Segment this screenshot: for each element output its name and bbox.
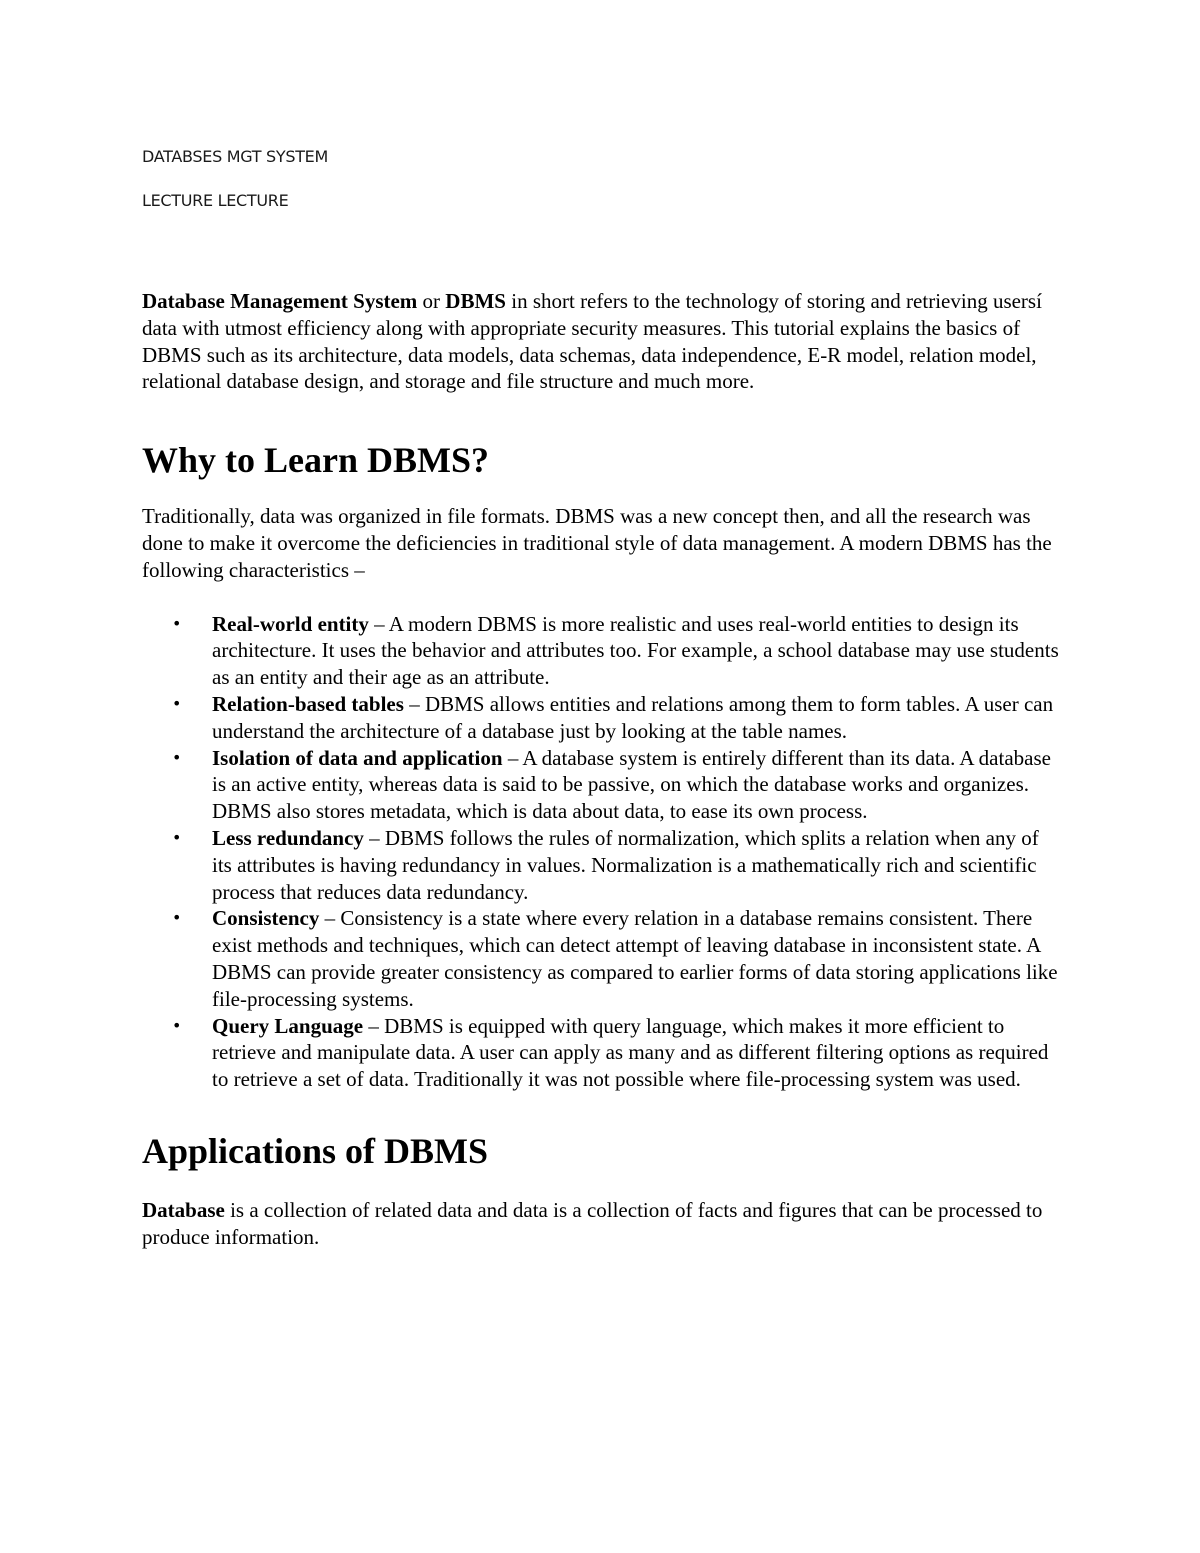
list-item-term: Consistency — [212, 906, 320, 931]
intro-bold-acronym: DBMS — [445, 289, 506, 313]
list-item — [142, 745, 1062, 825]
section-heading-applications: Applications of DBMS — [142, 1130, 489, 1171]
bullet-icon: • — [172, 613, 182, 633]
intro-connector: or — [417, 289, 446, 313]
list-item-term: Less redundancy — [212, 825, 364, 850]
intro-paragraph — [142, 288, 1062, 395]
bullet-icon: • — [172, 747, 182, 767]
document-subtitle: LECTURE LECTURE — [142, 191, 289, 210]
applications-text: is a collection of related data and data is a collection of facts and figures that can be processed to produce information. — [142, 1197, 1043, 1249]
list-item-term: Query Language — [212, 1013, 364, 1038]
bullet-icon: • — [172, 908, 182, 928]
bullet-icon: • — [172, 827, 182, 847]
bullet-icon: • — [172, 693, 182, 713]
why-paragraph: Traditionally, data was organized in file formats. DBMS was a new concept then, and all the research was done to make it overcome the deficiencies in traditional style of data management. A modern DBMS has the following characteristics – — [142, 504, 1052, 582]
list-item-term: Relation-based tables — [212, 691, 404, 716]
list-item-text: – DBMS follows the rules of normalization, which splits a relation when any of its attributes is having redundancy in values. Normalization is a mathematically rich and scientific process that reduces data redundancy. — [212, 825, 1039, 904]
list-item — [142, 611, 1062, 691]
list-item-text: – DBMS allows entities and relations among them to form tables. A user can understand the architecture of a database just by looking at the table names. — [212, 691, 1054, 743]
list-item-term: Isolation of data and application — [212, 745, 503, 770]
list-item-text: – Consistency is a state where every relation in a database remains consistent. There exist methods and techniques, which can detect attempt of leaving database in inconsistent state. A DBMS can provide greater consistency as compared to earlier forms of data storing applications like file-processing systems. — [212, 906, 1058, 1011]
list-item — [142, 1013, 1062, 1093]
list-item-text: – DBMS is equipped with query language, which makes it more efficient to retrieve and manipulate data. A user can apply as many and as different filtering options as required to retrieve a set of data. Traditionally it was not possible where file-processing system was used. — [212, 1013, 1049, 1092]
document-body — [142, 288, 1062, 1251]
list-item — [142, 905, 1062, 1012]
intro-bold-term: Database Management System — [142, 289, 418, 313]
applications-paragraph — [142, 1197, 1062, 1251]
list-item-term: Real-world entity — [212, 611, 369, 636]
intro-text: in short refers to the technology of storing and retrieving usersí data with utmost efficiency along with appropriate security measures. This tutorial explains the basics of DBMS such as its architecture, data models, data schemas, data independence, E-R model, relation model, relational database design, and storage and file structure and much more. — [142, 289, 1042, 394]
document-title: DATABSES MGT SYSTEM — [142, 147, 328, 166]
bullet-icon: • — [172, 1015, 182, 1035]
list-item — [142, 825, 1062, 905]
list-item — [142, 691, 1062, 745]
characteristics-list — [142, 611, 1062, 1093]
list-item-text: – A modern DBMS is more realistic and uses real-world entities to design its architecture. It uses the behavior and attributes too. For example, a school database may use students as an entity and their age as an attribute. — [212, 611, 1059, 690]
list-item-text: – A database system is entirely different than its data. A database is an active entity, whereas data is said to be passive, on which the database works and organizes. DBMS also stores metadata, which is data about data, to ease its own process. — [212, 745, 1051, 824]
applications-bold-term: Database — [142, 1197, 225, 1222]
section-heading-why: Why to Learn DBMS? — [142, 440, 490, 481]
